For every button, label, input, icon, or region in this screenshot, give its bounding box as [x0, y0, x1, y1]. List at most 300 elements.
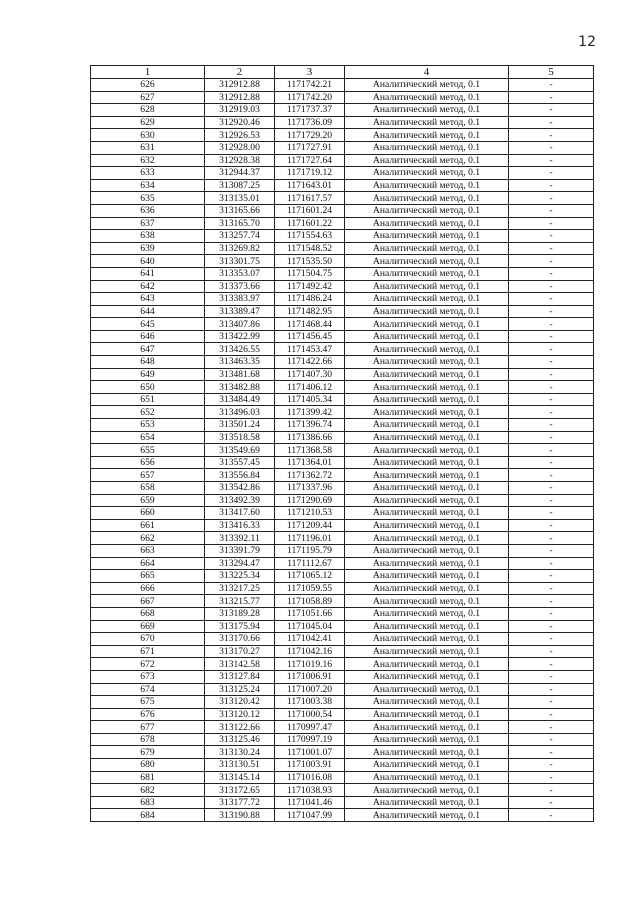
table-row: [91, 519, 594, 532]
point-number-cell: 678: [91, 733, 205, 746]
note-cell: -: [509, 116, 594, 129]
table-row: [91, 242, 594, 255]
y-coordinate-cell: 1171407.30: [275, 368, 345, 381]
point-number-cell: 630: [91, 129, 205, 142]
note-cell: -: [509, 141, 594, 154]
x-coordinate-cell: 312912.88: [205, 79, 275, 92]
table-row: [91, 796, 594, 809]
x-coordinate-cell: 313170.27: [205, 645, 275, 658]
x-coordinate-cell: 313189.28: [205, 607, 275, 620]
table-row: [91, 771, 594, 784]
method-cell: Аналитический метод, 0.1: [345, 670, 509, 683]
point-number-cell: 666: [91, 582, 205, 595]
x-coordinate-cell: 313170.66: [205, 633, 275, 646]
table-row: [91, 91, 594, 104]
method-cell: Аналитический метод, 0.1: [345, 381, 509, 394]
x-coordinate-cell: 313257.74: [205, 230, 275, 243]
table-row: [91, 595, 594, 608]
method-cell: Аналитический метод, 0.1: [345, 129, 509, 142]
method-cell: Аналитический метод, 0.1: [345, 696, 509, 709]
method-cell: Аналитический метод, 0.1: [345, 217, 509, 230]
method-cell: Аналитический метод, 0.1: [345, 544, 509, 557]
note-cell: -: [509, 79, 594, 92]
point-number-cell: 657: [91, 469, 205, 482]
column-header-4: 4: [345, 66, 509, 79]
point-number-cell: 662: [91, 532, 205, 545]
method-cell: Аналитический метод, 0.1: [345, 633, 509, 646]
note-cell: -: [509, 242, 594, 255]
y-coordinate-cell: 1171396.74: [275, 419, 345, 432]
note-cell: -: [509, 607, 594, 620]
note-cell: -: [509, 696, 594, 709]
point-number-cell: 628: [91, 104, 205, 117]
y-coordinate-cell: 1171362.72: [275, 469, 345, 482]
point-number-cell: 676: [91, 708, 205, 721]
y-coordinate-cell: 1171456.45: [275, 330, 345, 343]
table-row: [91, 167, 594, 180]
x-coordinate-cell: 313215.77: [205, 595, 275, 608]
point-number-cell: 684: [91, 809, 205, 822]
y-coordinate-cell: 1171364.01: [275, 456, 345, 469]
note-cell: -: [509, 154, 594, 167]
method-cell: Аналитический метод, 0.1: [345, 532, 509, 545]
note-cell: -: [509, 330, 594, 343]
x-coordinate-cell: 313496.03: [205, 406, 275, 419]
note-cell: -: [509, 519, 594, 532]
note-cell: -: [509, 494, 594, 507]
method-cell: Аналитический метод, 0.1: [345, 79, 509, 92]
point-number-cell: 640: [91, 255, 205, 268]
point-number-cell: 636: [91, 204, 205, 217]
method-cell: Аналитический метод, 0.1: [345, 330, 509, 343]
point-number-cell: 650: [91, 381, 205, 394]
y-coordinate-cell: 1171453.47: [275, 343, 345, 356]
note-cell: -: [509, 708, 594, 721]
method-cell: Аналитический метод, 0.1: [345, 305, 509, 318]
note-cell: -: [509, 444, 594, 457]
point-number-cell: 645: [91, 318, 205, 331]
y-coordinate-cell: 1171486.24: [275, 293, 345, 306]
y-coordinate-cell: 1171742.20: [275, 91, 345, 104]
y-coordinate-cell: 1171112.67: [275, 557, 345, 570]
x-coordinate-cell: 312912.88: [205, 91, 275, 104]
table-row: [91, 431, 594, 444]
point-number-cell: 634: [91, 179, 205, 192]
x-coordinate-cell: 312919.03: [205, 104, 275, 117]
method-cell: Аналитический метод, 0.1: [345, 507, 509, 520]
table-row: [91, 104, 594, 117]
y-coordinate-cell: 1171058.89: [275, 595, 345, 608]
point-number-cell: 641: [91, 267, 205, 280]
x-coordinate-cell: 312928.00: [205, 141, 275, 154]
method-cell: Аналитический метод, 0.1: [345, 708, 509, 721]
note-cell: -: [509, 759, 594, 772]
table-row: [91, 330, 594, 343]
table-row: [91, 507, 594, 520]
note-cell: -: [509, 356, 594, 369]
x-coordinate-cell: 313463.35: [205, 356, 275, 369]
point-number-cell: 674: [91, 683, 205, 696]
point-number-cell: 659: [91, 494, 205, 507]
y-coordinate-cell: 1171742.21: [275, 79, 345, 92]
table-row: [91, 645, 594, 658]
table-row: [91, 633, 594, 646]
note-cell: -: [509, 255, 594, 268]
note-cell: -: [509, 582, 594, 595]
note-cell: -: [509, 771, 594, 784]
table-row: [91, 557, 594, 570]
x-coordinate-cell: 313120.42: [205, 696, 275, 709]
point-number-cell: 683: [91, 796, 205, 809]
y-coordinate-cell: 1170997.19: [275, 733, 345, 746]
table-row: [91, 318, 594, 331]
column-header-3: 3: [275, 66, 345, 79]
x-coordinate-cell: 313225.34: [205, 570, 275, 583]
x-coordinate-cell: 312920.46: [205, 116, 275, 129]
table-row: [91, 658, 594, 671]
method-cell: Аналитический метод, 0.1: [345, 318, 509, 331]
y-coordinate-cell: 1171504.75: [275, 267, 345, 280]
method-cell: Аналитический метод, 0.1: [345, 746, 509, 759]
method-cell: Аналитический метод, 0.1: [345, 645, 509, 658]
x-coordinate-cell: 313492.39: [205, 494, 275, 507]
note-cell: -: [509, 431, 594, 444]
page-number: 12: [578, 34, 596, 50]
method-cell: Аналитический метод, 0.1: [345, 343, 509, 356]
table-row: [91, 469, 594, 482]
y-coordinate-cell: 1171019.16: [275, 658, 345, 671]
y-coordinate-cell: 1171042.16: [275, 645, 345, 658]
x-coordinate-cell: 313120.12: [205, 708, 275, 721]
y-coordinate-cell: 1171209.44: [275, 519, 345, 532]
y-coordinate-cell: 1171007.20: [275, 683, 345, 696]
point-number-cell: 655: [91, 444, 205, 457]
y-coordinate-cell: 1171006.91: [275, 670, 345, 683]
point-number-cell: 638: [91, 230, 205, 243]
table-row: [91, 670, 594, 683]
note-cell: -: [509, 192, 594, 205]
table-header-row: [91, 66, 594, 79]
y-coordinate-cell: 1171386.66: [275, 431, 345, 444]
y-coordinate-cell: 1171492.42: [275, 280, 345, 293]
point-number-cell: 627: [91, 91, 205, 104]
method-cell: Аналитический метод, 0.1: [345, 759, 509, 772]
x-coordinate-cell: 313130.24: [205, 746, 275, 759]
table-row: [91, 696, 594, 709]
note-cell: -: [509, 368, 594, 381]
table-row: [91, 217, 594, 230]
x-coordinate-cell: 313484.49: [205, 393, 275, 406]
x-coordinate-cell: 313392.11: [205, 532, 275, 545]
note-cell: -: [509, 381, 594, 394]
x-coordinate-cell: 313422.99: [205, 330, 275, 343]
point-number-cell: 652: [91, 406, 205, 419]
table-row: [91, 267, 594, 280]
x-coordinate-cell: 313482.88: [205, 381, 275, 394]
y-coordinate-cell: 1171290.69: [275, 494, 345, 507]
x-coordinate-cell: 313142.58: [205, 658, 275, 671]
table-row: [91, 381, 594, 394]
x-coordinate-cell: 312926.53: [205, 129, 275, 142]
note-cell: -: [509, 645, 594, 658]
table-row: [91, 79, 594, 92]
x-coordinate-cell: 313501.24: [205, 419, 275, 432]
table-row: [91, 444, 594, 457]
method-cell: Аналитический метод, 0.1: [345, 406, 509, 419]
point-number-cell: 669: [91, 620, 205, 633]
note-cell: -: [509, 419, 594, 432]
method-cell: Аналитический метод, 0.1: [345, 595, 509, 608]
point-number-cell: 648: [91, 356, 205, 369]
table-row: [91, 620, 594, 633]
table-row: [91, 759, 594, 772]
y-coordinate-cell: 1171617.57: [275, 192, 345, 205]
y-coordinate-cell: 1170997.47: [275, 721, 345, 734]
method-cell: Аналитический метод, 0.1: [345, 179, 509, 192]
y-coordinate-cell: 1171482.95: [275, 305, 345, 318]
y-coordinate-cell: 1171736.09: [275, 116, 345, 129]
y-coordinate-cell: 1171535.50: [275, 255, 345, 268]
y-coordinate-cell: 1171038.93: [275, 784, 345, 797]
point-number-cell: 633: [91, 167, 205, 180]
note-cell: -: [509, 469, 594, 482]
table-row: [91, 482, 594, 495]
y-coordinate-cell: 1171196.01: [275, 532, 345, 545]
note-cell: -: [509, 393, 594, 406]
table-row: [91, 683, 594, 696]
x-coordinate-cell: 313087.25: [205, 179, 275, 192]
note-cell: -: [509, 343, 594, 356]
method-cell: Аналитический метод, 0.1: [345, 167, 509, 180]
table-row: [91, 406, 594, 419]
method-cell: Аналитический метод, 0.1: [345, 204, 509, 217]
method-cell: Аналитический метод, 0.1: [345, 230, 509, 243]
table-row: [91, 544, 594, 557]
point-number-cell: 643: [91, 293, 205, 306]
x-coordinate-cell: 313145.14: [205, 771, 275, 784]
method-cell: Аналитический метод, 0.1: [345, 116, 509, 129]
method-cell: Аналитический метод, 0.1: [345, 482, 509, 495]
y-coordinate-cell: 1171737.37: [275, 104, 345, 117]
note-cell: -: [509, 104, 594, 117]
point-number-cell: 635: [91, 192, 205, 205]
method-cell: Аналитический метод, 0.1: [345, 809, 509, 822]
table-row: [91, 255, 594, 268]
table-row: [91, 192, 594, 205]
point-number-cell: 679: [91, 746, 205, 759]
method-cell: Аналитический метод, 0.1: [345, 784, 509, 797]
y-coordinate-cell: 1171337.96: [275, 482, 345, 495]
point-number-cell: 667: [91, 595, 205, 608]
x-coordinate-cell: 313175.94: [205, 620, 275, 633]
method-cell: Аналитический метод, 0.1: [345, 267, 509, 280]
note-cell: -: [509, 746, 594, 759]
note-cell: -: [509, 217, 594, 230]
x-coordinate-cell: 313353.07: [205, 267, 275, 280]
x-coordinate-cell: 313373.66: [205, 280, 275, 293]
table-row: [91, 230, 594, 243]
note-cell: -: [509, 658, 594, 671]
point-number-cell: 658: [91, 482, 205, 495]
point-number-cell: 660: [91, 507, 205, 520]
method-cell: Аналитический метод, 0.1: [345, 154, 509, 167]
y-coordinate-cell: 1171041.46: [275, 796, 345, 809]
point-number-cell: 637: [91, 217, 205, 230]
method-cell: Аналитический метод, 0.1: [345, 293, 509, 306]
x-coordinate-cell: 313125.24: [205, 683, 275, 696]
point-number-cell: 664: [91, 557, 205, 570]
method-cell: Аналитический метод, 0.1: [345, 419, 509, 432]
y-coordinate-cell: 1171001.07: [275, 746, 345, 759]
column-header-2: 2: [205, 66, 275, 79]
column-header-1: 1: [91, 66, 205, 79]
y-coordinate-cell: 1171003.91: [275, 759, 345, 772]
note-cell: -: [509, 620, 594, 633]
table-row: [91, 204, 594, 217]
x-coordinate-cell: 312944.37: [205, 167, 275, 180]
x-coordinate-cell: 313294.47: [205, 557, 275, 570]
x-coordinate-cell: 313122.66: [205, 721, 275, 734]
y-coordinate-cell: 1171468.44: [275, 318, 345, 331]
table-row: [91, 494, 594, 507]
x-coordinate-cell: 313407.86: [205, 318, 275, 331]
y-coordinate-cell: 1171727.64: [275, 154, 345, 167]
x-coordinate-cell: 313389.47: [205, 305, 275, 318]
point-number-cell: 647: [91, 343, 205, 356]
point-number-cell: 653: [91, 419, 205, 432]
table-row: [91, 141, 594, 154]
note-cell: -: [509, 267, 594, 280]
note-cell: -: [509, 179, 594, 192]
table-row: [91, 809, 594, 822]
point-number-cell: 665: [91, 570, 205, 583]
x-coordinate-cell: 313269.82: [205, 242, 275, 255]
point-number-cell: 644: [91, 305, 205, 318]
point-number-cell: 642: [91, 280, 205, 293]
note-cell: -: [509, 204, 594, 217]
y-coordinate-cell: 1171000.54: [275, 708, 345, 721]
x-coordinate-cell: 313217.25: [205, 582, 275, 595]
note-cell: -: [509, 633, 594, 646]
table-row: [91, 116, 594, 129]
y-coordinate-cell: 1171042.41: [275, 633, 345, 646]
point-number-cell: 629: [91, 116, 205, 129]
x-coordinate-cell: 313165.70: [205, 217, 275, 230]
table-row: [91, 733, 594, 746]
note-cell: -: [509, 91, 594, 104]
table-row: [91, 179, 594, 192]
point-number-cell: 649: [91, 368, 205, 381]
y-coordinate-cell: 1171643.01: [275, 179, 345, 192]
table-row: [91, 708, 594, 721]
note-cell: -: [509, 544, 594, 557]
method-cell: Аналитический метод, 0.1: [345, 683, 509, 696]
note-cell: -: [509, 167, 594, 180]
note-cell: -: [509, 482, 594, 495]
note-cell: -: [509, 683, 594, 696]
note-cell: -: [509, 230, 594, 243]
y-coordinate-cell: 1171719.12: [275, 167, 345, 180]
table-row: [91, 746, 594, 759]
table-row: [91, 343, 594, 356]
point-number-cell: 675: [91, 696, 205, 709]
y-coordinate-cell: 1171059.55: [275, 582, 345, 595]
point-number-cell: 646: [91, 330, 205, 343]
method-cell: Аналитический метод, 0.1: [345, 494, 509, 507]
table-row: [91, 393, 594, 406]
method-cell: Аналитический метод, 0.1: [345, 91, 509, 104]
y-coordinate-cell: 1171422.66: [275, 356, 345, 369]
point-number-cell: 663: [91, 544, 205, 557]
note-cell: -: [509, 570, 594, 583]
table-row: [91, 293, 594, 306]
y-coordinate-cell: 1171548.52: [275, 242, 345, 255]
x-coordinate-cell: 313125.46: [205, 733, 275, 746]
point-number-cell: 626: [91, 79, 205, 92]
note-cell: -: [509, 721, 594, 734]
method-cell: Аналитический метод, 0.1: [345, 192, 509, 205]
x-coordinate-cell: 313542.86: [205, 482, 275, 495]
point-number-cell: 651: [91, 393, 205, 406]
x-coordinate-cell: 313301.75: [205, 255, 275, 268]
y-coordinate-cell: 1171210.53: [275, 507, 345, 520]
column-header-5: 5: [509, 66, 594, 79]
point-number-cell: 654: [91, 431, 205, 444]
x-coordinate-cell: 312928.38: [205, 154, 275, 167]
table-row: [91, 456, 594, 469]
note-cell: -: [509, 129, 594, 142]
x-coordinate-cell: 313130.51: [205, 759, 275, 772]
method-cell: Аналитический метод, 0.1: [345, 519, 509, 532]
point-number-cell: 671: [91, 645, 205, 658]
x-coordinate-cell: 313518.58: [205, 431, 275, 444]
table-row: [91, 570, 594, 583]
method-cell: Аналитический метод, 0.1: [345, 620, 509, 633]
point-number-cell: 680: [91, 759, 205, 772]
y-coordinate-cell: 1171727.91: [275, 141, 345, 154]
x-coordinate-cell: 313557.45: [205, 456, 275, 469]
point-number-cell: 631: [91, 141, 205, 154]
table-row: [91, 129, 594, 142]
method-cell: Аналитический метод, 0.1: [345, 431, 509, 444]
note-cell: -: [509, 532, 594, 545]
y-coordinate-cell: 1171729.20: [275, 129, 345, 142]
method-cell: Аналитический метод, 0.1: [345, 368, 509, 381]
point-number-cell: 670: [91, 633, 205, 646]
point-number-cell: 639: [91, 242, 205, 255]
method-cell: Аналитический метод, 0.1: [345, 444, 509, 457]
method-cell: Аналитический метод, 0.1: [345, 456, 509, 469]
note-cell: -: [509, 796, 594, 809]
table-body: [91, 79, 594, 822]
y-coordinate-cell: 1171003.38: [275, 696, 345, 709]
x-coordinate-cell: 313391.79: [205, 544, 275, 557]
method-cell: Аналитический метод, 0.1: [345, 280, 509, 293]
note-cell: -: [509, 733, 594, 746]
y-coordinate-cell: 1171405.34: [275, 393, 345, 406]
table-row: [91, 532, 594, 545]
point-number-cell: 677: [91, 721, 205, 734]
x-coordinate-cell: 313416.33: [205, 519, 275, 532]
table-row: [91, 607, 594, 620]
y-coordinate-cell: 1171195.79: [275, 544, 345, 557]
method-cell: Аналитический метод, 0.1: [345, 607, 509, 620]
point-number-cell: 672: [91, 658, 205, 671]
y-coordinate-cell: 1171051.66: [275, 607, 345, 620]
table-row: [91, 721, 594, 734]
x-coordinate-cell: 313556.84: [205, 469, 275, 482]
x-coordinate-cell: 313383.97: [205, 293, 275, 306]
